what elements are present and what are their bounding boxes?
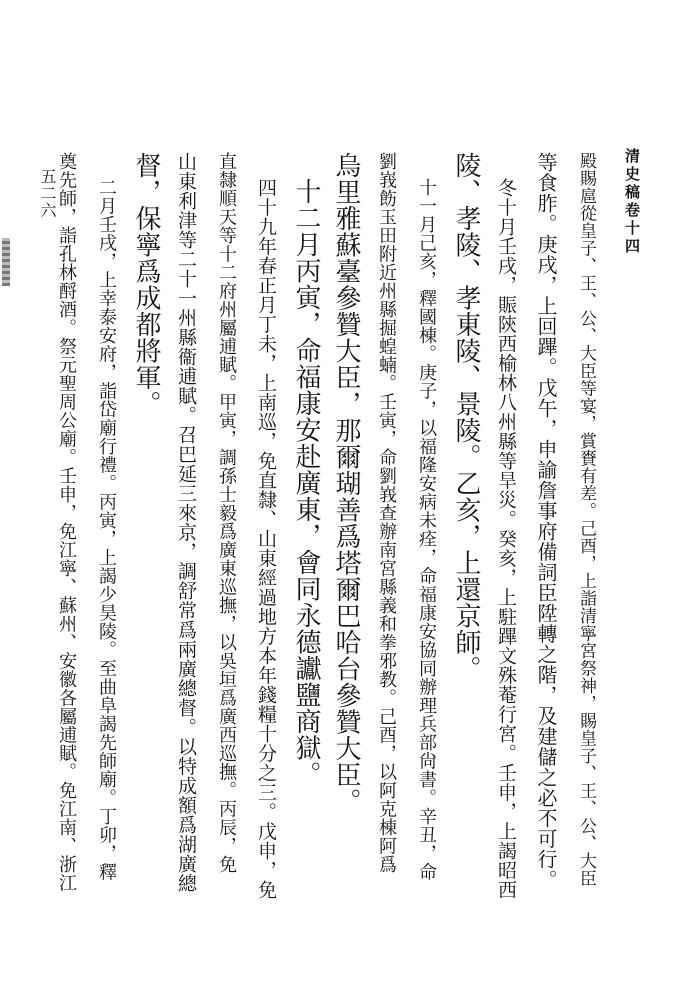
- text-column-7: 烏里雅蘇臺參贊大臣，那爾瑚善爲塔爾巴哈台參贊大臣。: [331, 152, 361, 815]
- text-column-14: 奠先師，詣孔林酹酒。祭元聖周公廟。壬申，免江寧、蘇州、安徽各屬逋賦。免江南、浙江: [56, 152, 77, 892]
- text-column-10: 直隸順天等十二府州屬逋賦。甲寅，調孫士毅爲廣東巡撫，以吳垣爲廣西巡撫。丙辰，免: [216, 152, 237, 874]
- page-number: 五二六: [38, 168, 57, 219]
- text-column-6: 劉峩飭玉田附近州縣掘蝗蝻。壬寅，命劉峩查辦南宮縣義和拳邪教。己酉，以阿克棟阿爲: [376, 152, 397, 874]
- text-column-9: 四十九年春正月丁未，上南巡，免直隸、山東經過地方本年錢糧十分之三。戊申，免: [255, 178, 277, 900]
- binding-margin-mark: [2, 238, 10, 286]
- text-column-2: 等食胙。庚戌，上回蹕。戊午，申諭詹事府備詞臣陞轉之階，及建儲之必不可行。: [534, 152, 558, 890]
- text-column-1: 殿賜扈從皇子、王、公、大臣等宴，賞賚有差。己酉，上詣清寧宮祭神，賜皇子、王、公、大臣: [576, 152, 596, 887]
- text-column-13: 二月壬戌，上幸泰安府，詣岱廟行禮。丙寅，上謁少昊陵。至曲阜謁先師廟。丁卯，釋: [96, 178, 117, 881]
- book-title-header: 清史稿卷十四: [623, 148, 641, 256]
- text-column-4: 陵、孝陵、孝東陵、景陵。乙亥，上還京師。: [451, 152, 481, 682]
- text-column-11: 山東利津等二十一州縣衞逋賦。召巴延三來京，調舒常爲兩廣總督。以特成額爲湖廣總: [175, 152, 197, 893]
- text-column-12: 督，保寧爲成都將軍。: [131, 152, 161, 417]
- text-column-8: 十二月丙寅，命福康安赴廣東，會同永德讞鹽商獄。: [291, 178, 321, 788]
- text-column-3: 冬十月壬戌，賑陝西榆林八州縣等旱災。癸亥，上駐蹕文殊菴行宮。壬申，上謁昭西: [495, 178, 517, 900]
- text-column-5: 十一月己亥，釋國棟。庚子，以福隆安病未痊，命福康安協同辦理兵部尙書。辛丑，命: [416, 178, 437, 881]
